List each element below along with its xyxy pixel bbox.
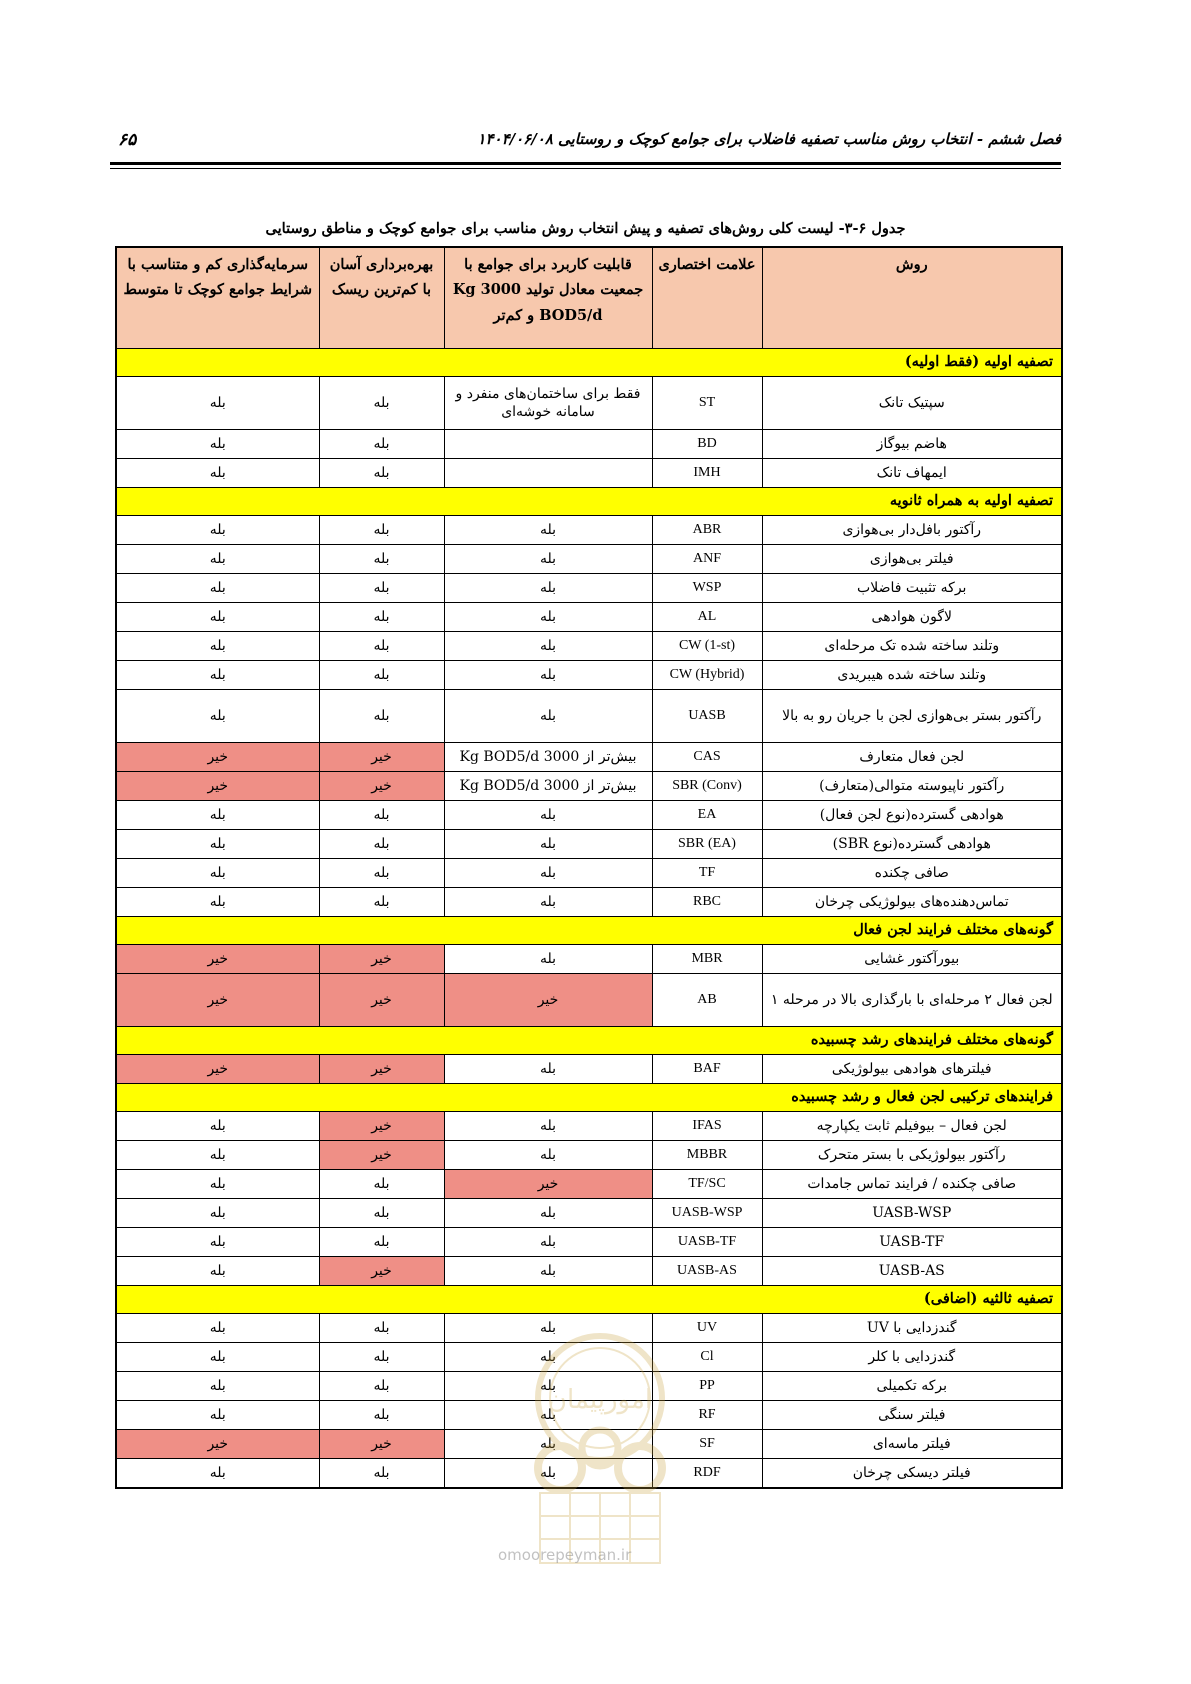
cell-operation: بله: [319, 1459, 444, 1489]
cell-capability: خیر: [444, 974, 652, 1027]
section-header-row: [116, 1286, 1062, 1314]
cell-method-name: رآکتور بافل‌دار بی‌هوازی: [762, 516, 1062, 545]
cell-capability: بله: [444, 1401, 652, 1430]
section-header-row: [116, 349, 1062, 377]
table-row: [116, 1314, 1062, 1343]
cell-investment: بله: [116, 1343, 319, 1372]
cell-operation: بله: [319, 690, 444, 743]
cell-method-name: وتلند ساخته شده هیبریدی: [762, 661, 1062, 690]
cell-code: CW (Hybrid): [652, 661, 762, 690]
cell-operation: خیر: [319, 1055, 444, 1084]
cell-investment: بله: [116, 888, 319, 917]
table-row: [116, 743, 1062, 772]
section-title: فرایندهای ترکیبی لجن فعال و رشد چسبیده: [116, 1084, 1062, 1112]
cell-operation: بله: [319, 1343, 444, 1372]
cell-capability: بله: [444, 574, 652, 603]
cell-investment: بله: [116, 1199, 319, 1228]
table-row: [116, 1141, 1062, 1170]
section-title: تصفیه ثالثیه (اضافی): [116, 1286, 1062, 1314]
cell-operation: بله: [319, 888, 444, 917]
cell-capability: بله: [444, 1343, 652, 1372]
cell-investment: بله: [116, 801, 319, 830]
section-header-row: [116, 1027, 1062, 1055]
page-header: [110, 130, 1061, 160]
cell-operation: بله: [319, 574, 444, 603]
cell-capability: بیش‌تر از 3000 Kg BOD5/d: [444, 743, 652, 772]
cell-investment: بله: [116, 1401, 319, 1430]
cell-code: BAF: [652, 1055, 762, 1084]
table-row: [116, 945, 1062, 974]
cell-method-name: فیلتر سنگی: [762, 1401, 1062, 1430]
cell-capability: بله: [444, 516, 652, 545]
cell-capability: بله: [444, 1141, 652, 1170]
cell-operation: بله: [319, 1170, 444, 1199]
table-row: [116, 1199, 1062, 1228]
cell-capability: بله: [444, 830, 652, 859]
section-header-row: [116, 917, 1062, 945]
cell-investment: بله: [116, 545, 319, 574]
cell-investment: خیر: [116, 772, 319, 801]
cell-code: TF: [652, 859, 762, 888]
cell-operation: بله: [319, 1199, 444, 1228]
cell-code: RF: [652, 1401, 762, 1430]
cell-investment: بله: [116, 430, 319, 459]
cell-operation: خیر: [319, 1141, 444, 1170]
table-row: [116, 830, 1062, 859]
table-row: [116, 430, 1062, 459]
cell-operation: بله: [319, 661, 444, 690]
cell-code: BD: [652, 430, 762, 459]
cell-method-name: فیلتر ماسه‌ای: [762, 1430, 1062, 1459]
cell-investment: بله: [116, 830, 319, 859]
cell-investment: بله: [116, 661, 319, 690]
cell-capability: فقط برای ساختمان‌های منفرد و سامانه خوشه‌ای: [444, 377, 652, 430]
cell-operation: خیر: [319, 743, 444, 772]
cell-method-name: لجن فعال متعارف: [762, 743, 1062, 772]
table-row: [116, 1257, 1062, 1286]
section-header-row: [116, 1084, 1062, 1112]
table-row: [116, 1170, 1062, 1199]
cell-code: Cl: [652, 1343, 762, 1372]
cell-investment: خیر: [116, 1055, 319, 1084]
cell-investment: خیر: [116, 945, 319, 974]
cell-code: UASB-TF: [652, 1228, 762, 1257]
table-row: [116, 1228, 1062, 1257]
cell-operation: بله: [319, 830, 444, 859]
cell-method-name: برکه تکمیلی: [762, 1372, 1062, 1401]
cell-code: ANF: [652, 545, 762, 574]
table-row: [116, 377, 1062, 430]
watermark-site: omoorepeyman.ir: [498, 1546, 632, 1564]
cell-code: WSP: [652, 574, 762, 603]
cell-method-name: فیلترهای هوادهی بیولوژیکی: [762, 1055, 1062, 1084]
cell-capability: بله: [444, 1112, 652, 1141]
cell-code: ABR: [652, 516, 762, 545]
cell-capability: بله: [444, 945, 652, 974]
cell-method-name: لجن فعال – بیوفیلم ثابت یکپارچه: [762, 1112, 1062, 1141]
cell-method-name: وتلند ساخته شده تک مرحله‌ای: [762, 632, 1062, 661]
col-header-operation: بهره‌برداری آسان با کم‌ترین ریسک: [319, 247, 444, 349]
cell-operation: بله: [319, 1401, 444, 1430]
table-row: [116, 661, 1062, 690]
cell-capability: خیر: [444, 1170, 652, 1199]
cell-capability: بله: [444, 1430, 652, 1459]
page-number: ۶۵: [118, 130, 137, 150]
cell-operation: بله: [319, 632, 444, 661]
cell-method-name: فیلتر دیسکی چرخان: [762, 1459, 1062, 1489]
cell-method-name: رآکتور ناپیوسته متوالی(متعارف): [762, 772, 1062, 801]
cell-investment: خیر: [116, 1430, 319, 1459]
section-header-row: [116, 488, 1062, 516]
cell-method-name: هوادهی گسترده(نوع لجن فعال): [762, 801, 1062, 830]
table-row: [116, 545, 1062, 574]
cell-capability: بله: [444, 1372, 652, 1401]
cell-code: UASB: [652, 690, 762, 743]
section-title: تصفیه اولیه (فقط اولیه): [116, 349, 1062, 377]
cell-investment: بله: [116, 1314, 319, 1343]
cell-code: SF: [652, 1430, 762, 1459]
table-row: [116, 1343, 1062, 1372]
cell-capability: بله: [444, 1055, 652, 1084]
cell-operation: بله: [319, 459, 444, 488]
cell-operation: خیر: [319, 945, 444, 974]
table-row: [116, 974, 1062, 1027]
cell-method-name: هاضم بیوگاز: [762, 430, 1062, 459]
col-header-capability: قابلیت کاربرد برای جوامع با جمعیت معادل تولید 3000 Kg BOD5/d و کم‌تر: [444, 247, 652, 349]
cell-operation: خیر: [319, 772, 444, 801]
cell-investment: بله: [116, 1459, 319, 1489]
cell-capability: بله: [444, 1257, 652, 1286]
cell-investment: بله: [116, 1112, 319, 1141]
cell-operation: بله: [319, 545, 444, 574]
cell-operation: خیر: [319, 1430, 444, 1459]
cell-method-name: فیلتر بی‌هوازی: [762, 545, 1062, 574]
cell-code: SBR (Conv): [652, 772, 762, 801]
table-row: [116, 632, 1062, 661]
cell-operation: بله: [319, 1372, 444, 1401]
cell-method-name: بیورآکتور غشایی: [762, 945, 1062, 974]
cell-method-name: ایمهاف تانک: [762, 459, 1062, 488]
cell-code: IMH: [652, 459, 762, 488]
table-row: [116, 516, 1062, 545]
running-header-title: فصل ششم - انتخاب روش مناسب تصفیه فاضلاب برای جوامع کوچک و روستایی ۱۴۰۴/۰۶/۰۸: [477, 130, 1061, 148]
cell-code: AB: [652, 974, 762, 1027]
cell-investment: خیر: [116, 974, 319, 1027]
cell-capability: بله: [444, 1228, 652, 1257]
cell-operation: بله: [319, 377, 444, 430]
cell-investment: بله: [116, 377, 319, 430]
cell-investment: بله: [116, 859, 319, 888]
cell-method-name: لاگون هوادهی: [762, 603, 1062, 632]
section-title: تصفیه اولیه به همراه ثانویه: [116, 488, 1062, 516]
table-row: [116, 1372, 1062, 1401]
table-row: [116, 690, 1062, 743]
cell-method-name: رآکتور بیولوژیکی با بستر متحرک: [762, 1141, 1062, 1170]
cell-method-name: صافی چکنده / فرایند تماس جامدات: [762, 1170, 1062, 1199]
cell-method-name: لجن فعال ۲ مرحله‌ای با بارگذاری بالا در مرحله ۱: [762, 974, 1062, 1027]
cell-method-name: رآکتور بستر بی‌هوازی لجن با جریان رو به بالا: [762, 690, 1062, 743]
header-rule-thin: [110, 168, 1061, 169]
cell-operation: خیر: [319, 1112, 444, 1141]
cell-code: RBC: [652, 888, 762, 917]
cell-code: AL: [652, 603, 762, 632]
cell-investment: بله: [116, 1257, 319, 1286]
methods-table: [115, 246, 1063, 1489]
cell-code: MBR: [652, 945, 762, 974]
table-row: [116, 459, 1062, 488]
cell-investment: بله: [116, 516, 319, 545]
cell-method-name: سپتیک تانک: [762, 377, 1062, 430]
table-body: [116, 349, 1062, 1489]
cell-capability: بله: [444, 1459, 652, 1489]
cell-investment: بله: [116, 1141, 319, 1170]
table-row: [116, 1055, 1062, 1084]
cell-capability: [444, 459, 652, 488]
cell-capability: بیش‌تر از 3000 Kg BOD5/d: [444, 772, 652, 801]
cell-investment: بله: [116, 459, 319, 488]
cell-method-name: UASB-WSP: [762, 1199, 1062, 1228]
cell-code: PP: [652, 1372, 762, 1401]
cell-capability: [444, 430, 652, 459]
cell-investment: خیر: [116, 743, 319, 772]
table-row: [116, 859, 1062, 888]
cell-operation: بله: [319, 801, 444, 830]
cell-method-name: صافی چکنده: [762, 859, 1062, 888]
cell-operation: بله: [319, 1228, 444, 1257]
table-row: [116, 1112, 1062, 1141]
cell-method-name: گندزدایی با کلر: [762, 1343, 1062, 1372]
cell-code: CW (1-st): [652, 632, 762, 661]
table-row: [116, 603, 1062, 632]
col-header-investment: سرمایه‌گذاری کم و متناسب با شرایط جوامع کوچک تا متوسط: [116, 247, 319, 349]
section-title: گونه‌های مختلف فرایند لجن فعال: [116, 917, 1062, 945]
cell-code: UASB-WSP: [652, 1199, 762, 1228]
cell-method-name: UASB-TF: [762, 1228, 1062, 1257]
table-row: [116, 801, 1062, 830]
cell-code: UASB-AS: [652, 1257, 762, 1286]
cell-operation: خیر: [319, 974, 444, 1027]
table-row: [116, 888, 1062, 917]
cell-capability: بله: [444, 888, 652, 917]
table-header-row: [116, 247, 1062, 349]
cell-capability: بله: [444, 1199, 652, 1228]
cell-code: CAS: [652, 743, 762, 772]
cell-code: TF/SC: [652, 1170, 762, 1199]
table-row: [116, 1430, 1062, 1459]
cell-method-name: برکه تثبیت فاضلاب: [762, 574, 1062, 603]
cell-method-name: تماس‌دهنده‌های بیولوژیکی چرخان: [762, 888, 1062, 917]
watermark-logo-text: امورپیمان: [547, 1385, 653, 1415]
header-rule-thick: [110, 162, 1061, 165]
table-row: [116, 574, 1062, 603]
table-row: [116, 1401, 1062, 1430]
cell-capability: بله: [444, 661, 652, 690]
cell-method-name: هوادهی گسترده(نوع SBR): [762, 830, 1062, 859]
cell-capability: بله: [444, 545, 652, 574]
cell-capability: بله: [444, 603, 652, 632]
cell-method-name: گندزدایی با UV: [762, 1314, 1062, 1343]
table-row: [116, 772, 1062, 801]
cell-code: MBBR: [652, 1141, 762, 1170]
cell-code: ST: [652, 377, 762, 430]
table-row: [116, 1459, 1062, 1489]
cell-capability: بله: [444, 1314, 652, 1343]
cell-code: EA: [652, 801, 762, 830]
cell-operation: بله: [319, 859, 444, 888]
cell-investment: بله: [116, 632, 319, 661]
cell-capability: بله: [444, 690, 652, 743]
col-header-method: روش: [762, 247, 1062, 349]
cell-method-name: UASB-AS: [762, 1257, 1062, 1286]
col-header-code: علامت اختصاری: [652, 247, 762, 349]
cell-investment: بله: [116, 1170, 319, 1199]
cell-code: SBR (EA): [652, 830, 762, 859]
cell-capability: بله: [444, 632, 652, 661]
cell-investment: بله: [116, 1372, 319, 1401]
cell-operation: خیر: [319, 1257, 444, 1286]
cell-operation: بله: [319, 1314, 444, 1343]
cell-operation: بله: [319, 430, 444, 459]
cell-code: IFAS: [652, 1112, 762, 1141]
cell-investment: بله: [116, 1228, 319, 1257]
cell-investment: بله: [116, 603, 319, 632]
cell-operation: بله: [319, 516, 444, 545]
cell-investment: بله: [116, 690, 319, 743]
cell-operation: بله: [319, 603, 444, 632]
cell-investment: بله: [116, 574, 319, 603]
section-title: گونه‌های مختلف فرایندهای رشد چسبیده: [116, 1027, 1062, 1055]
cell-code: UV: [652, 1314, 762, 1343]
table-caption: جدول ۶-۳- لیست کلی روش‌های تصفیه و پیش انتخاب روش مناسب برای جوامع کوچک و مناطق روستایی: [265, 220, 906, 237]
cell-code: RDF: [652, 1459, 762, 1489]
cell-capability: بله: [444, 801, 652, 830]
cell-capability: بله: [444, 859, 652, 888]
